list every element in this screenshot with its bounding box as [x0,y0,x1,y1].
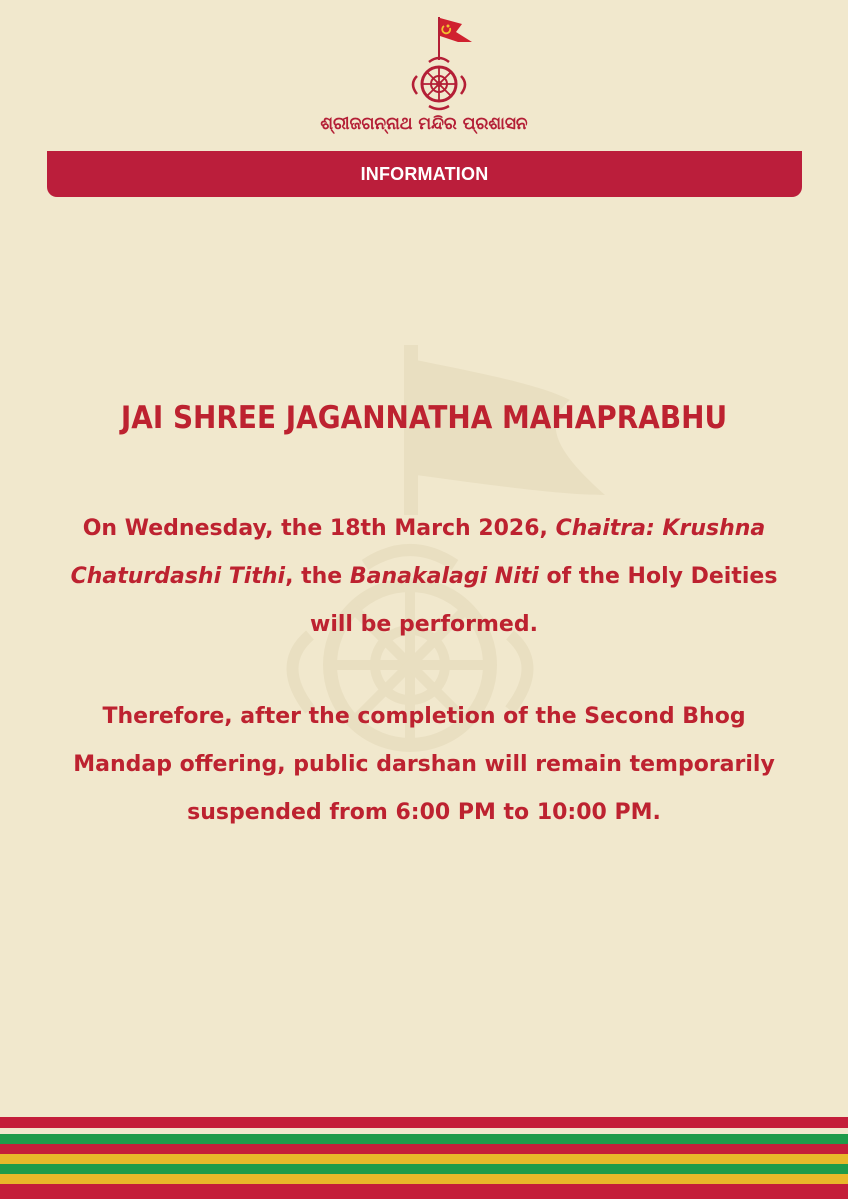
para1-tithi: Chaitra: Krushna Chaturdashi Tithi [70,516,766,589]
para1-text-1: On Wednesday, the 18th March 2026, [82,516,556,541]
stripe [0,1144,848,1154]
banner-label: INFORMATION [360,163,489,184]
para1-niti: Banakalagi Niti [349,564,539,589]
stripe [0,1154,848,1164]
footer-stripes [0,1117,848,1199]
notice-heading: JAI SHREE JAGANNATHA MAHAPRABHU [120,400,728,436]
information-banner [47,151,802,197]
stripe [0,1164,848,1174]
stripe [0,1174,848,1184]
para1-text-2: , the [285,564,350,589]
notice-paragraph-1 [70,505,778,649]
stripe [0,1134,848,1144]
stripe [0,1117,848,1128]
para1-text-3: of the Holy Deities will be performed. [310,564,778,637]
notice-paragraph-2: Therefore, after the completion of the Second Bhog Mandap offering, public darshan will remain temporarily suspended from 6:00 PM to 10:00 PM. [73,704,775,825]
stripe [0,1184,848,1199]
org-name: ଶ୍ରୀଜଗନ୍ନାଥ ମନ୍ଦିର ପ୍ରଶାସନ [320,114,528,134]
temple-logo-icon [384,12,494,112]
